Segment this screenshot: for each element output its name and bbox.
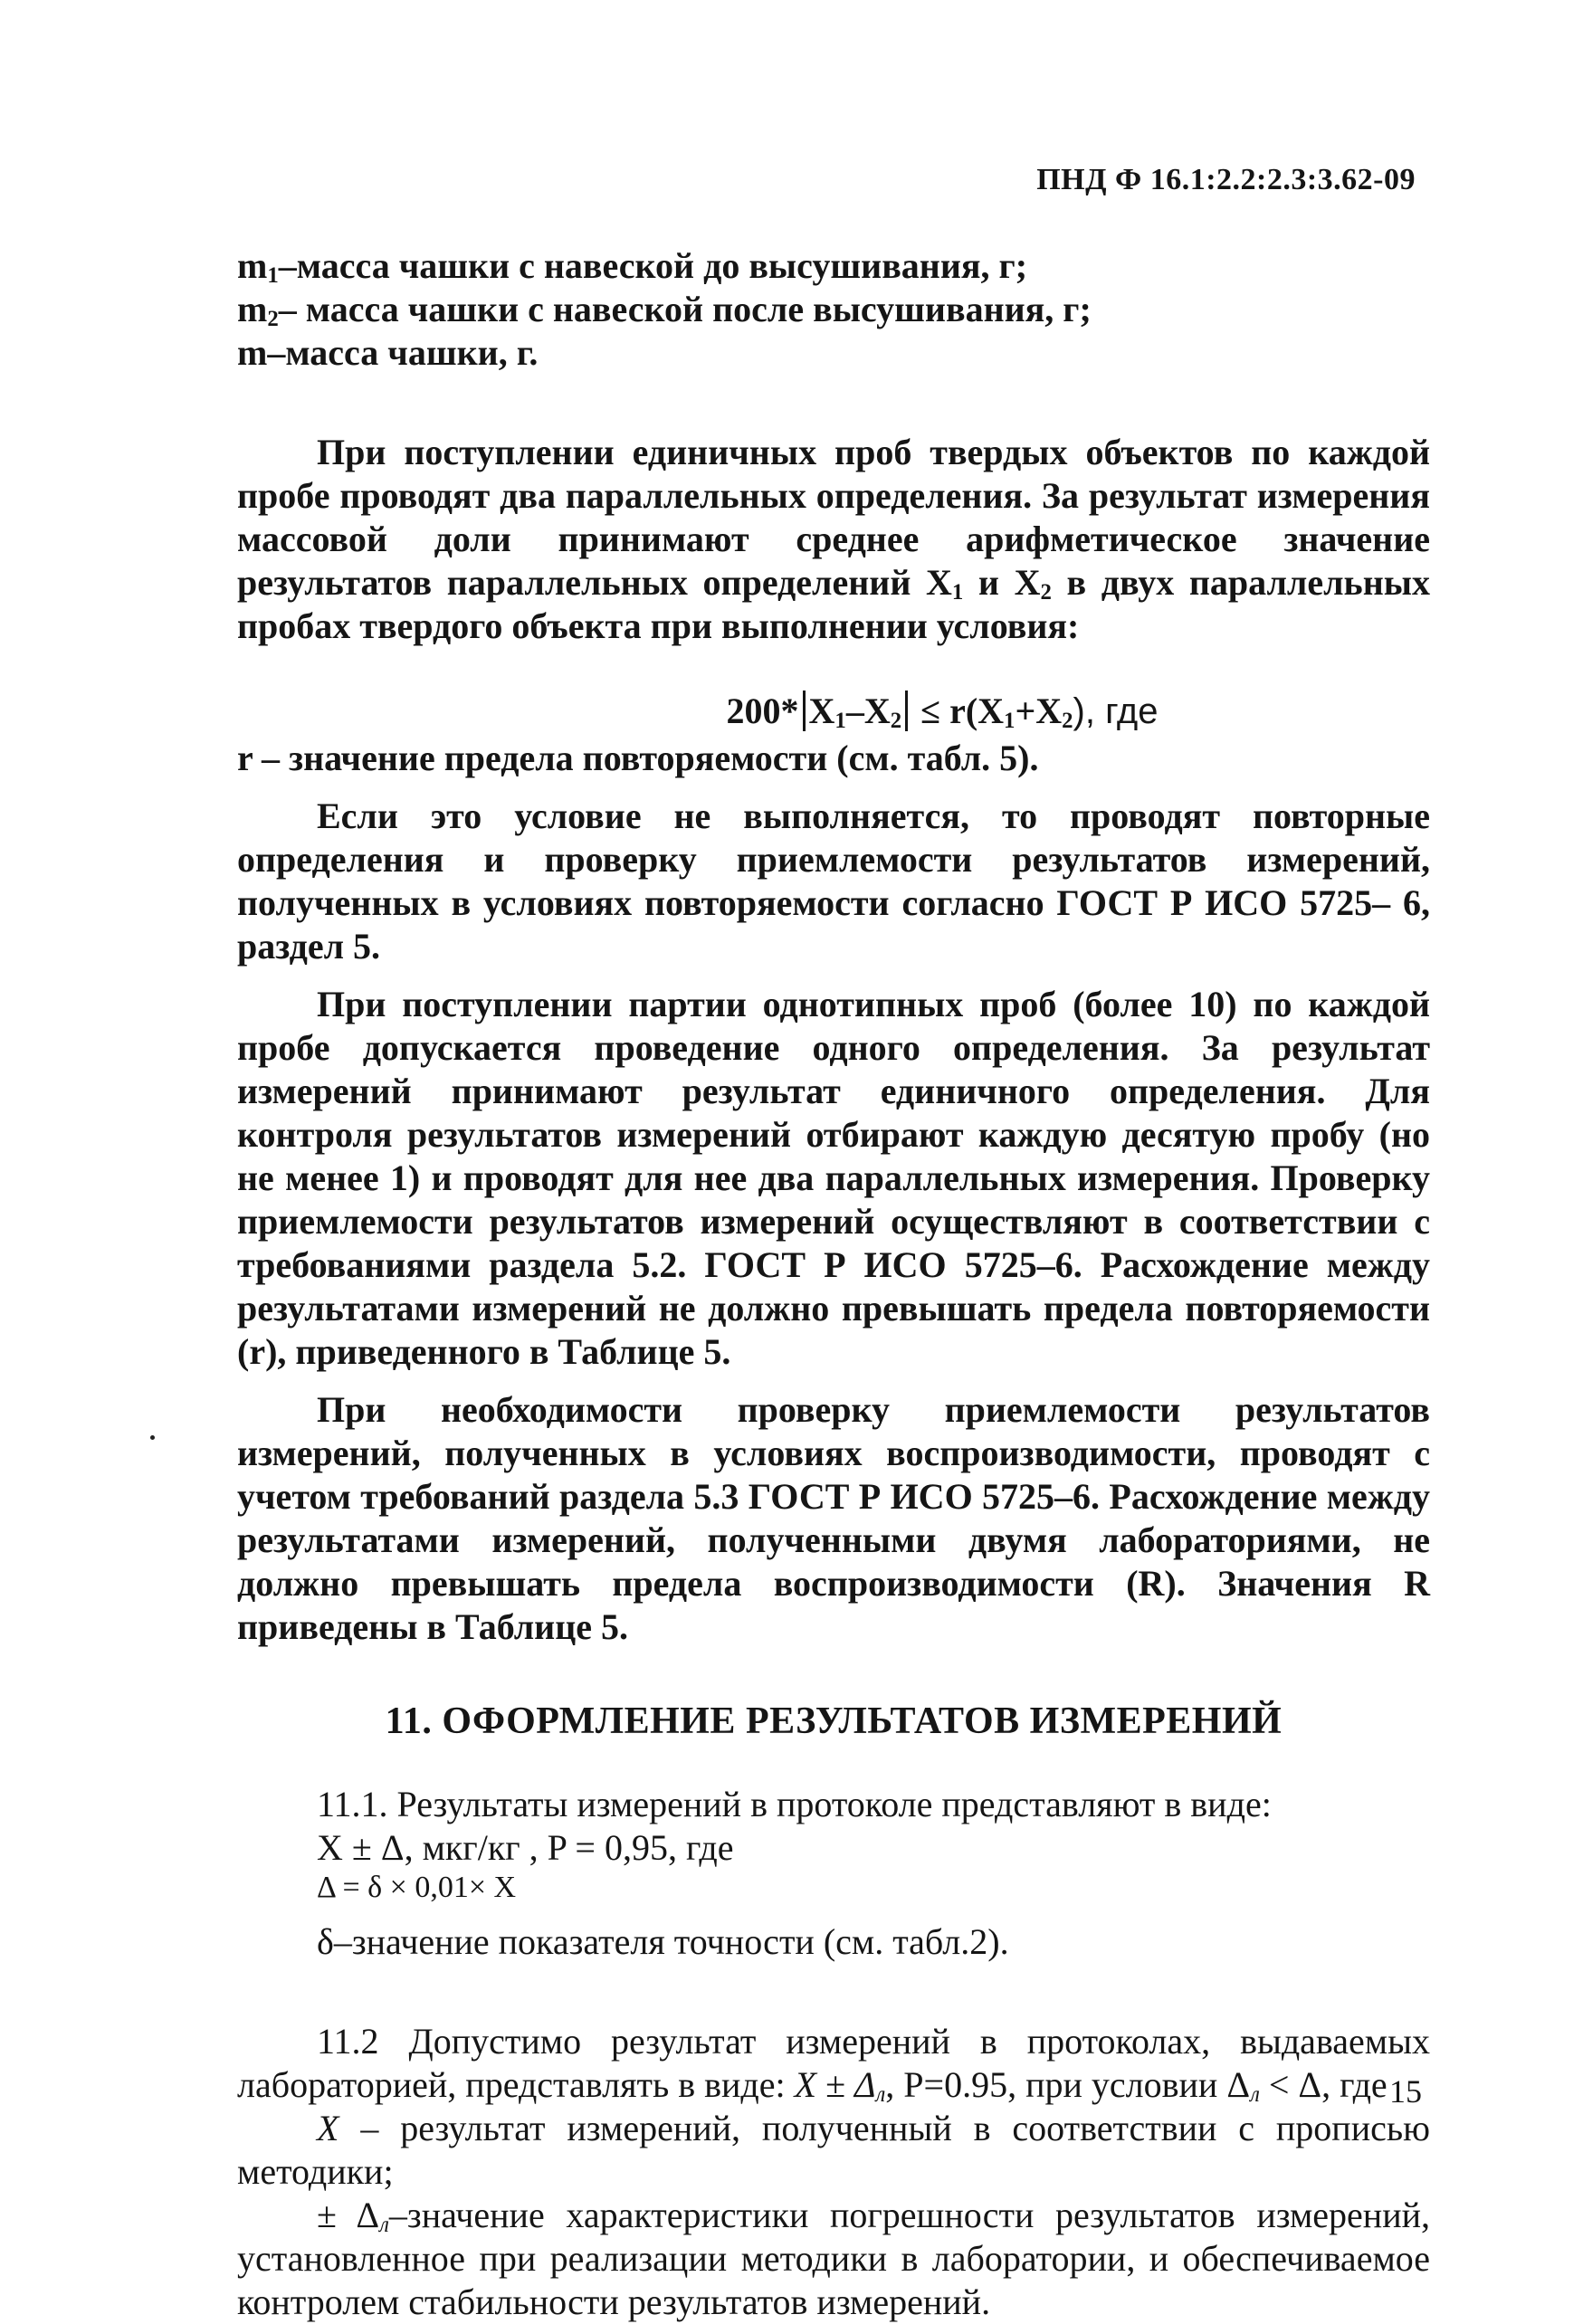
- absolute-difference: $X_1-X_2$: [803, 691, 909, 731]
- definition-text: –масса чашки с навеской до высушивания, г;: [278, 245, 1028, 286]
- paragraph-reproducibility: При необходимости проверку приемлемости результатов измерений, полученных в условиях воспроизводимости, проводят с учетом требований раздела 5.3 ГОСТ Р ИСО 5725–6. Расхождение между результатами измерений, полученными двумя лабораториями, не должно превышать предела воспроизводимости (R). Значения R приведены в Таблице 5.: [237, 1389, 1430, 1647]
- r-definition: r – значение предела повторяемости (см. табл. 5).: [237, 738, 1039, 778]
- definition-m2: [237, 288, 1430, 331]
- definition-subscript: 2: [267, 307, 279, 331]
- repeatability-formula: 200* $X_1-X_2 \le r(X_1+X_2)$, где: [726, 691, 1159, 733]
- section-title: 11. ОФОРМЛЕНИЕ РЕЗУЛЬТАТОВ ИЗМЕРЕНИЙ: [385, 1700, 1283, 1742]
- page-number: 15: [1389, 2073, 1422, 2110]
- definition-m1: [237, 244, 1430, 288]
- error-characteristic-definition: ± $\Delta_л$–значение характеристики погрешности результатов измерений, установленное при реализации методики в лаборатории, и обеспечиваемое контролем стабильности результатов измерений.: [237, 2195, 1431, 2322]
- definition-symbol: m: [237, 245, 268, 286]
- definition-m: [237, 331, 1430, 375]
- document-code: ПНД Ф 16.1:2.2:2.3:3.62-09: [1036, 163, 1416, 196]
- paragraph-repeat-check: Если это условие не выполняется, то проводят повторные определения и проверку приемлемости результатов измерений, полученных в условиях повторяемости согласно ГОСТ Р ИСО 5725– 6, раздел 5.: [237, 795, 1430, 967]
- margin-mark: [150, 1435, 155, 1440]
- x-definition: X – результат измерений, полученный в соответствии с прописью методики;: [237, 2108, 1430, 2192]
- page-body: [237, 244, 1430, 2324]
- clause-11-2: 11.2 Допустимо результат измерений в протоколах, выдаваемых лабораторией, представлять в виде: $X \pm \Delta_л$, P=0.95, при условии $\Delta_л < \Delta$, где: [237, 2021, 1430, 2107]
- definitions-list: [237, 244, 1430, 375]
- definition-subscript: 1: [267, 263, 279, 288]
- delta-definition: δ–значение показателя точности (см. табл.2).: [317, 1921, 1009, 1962]
- definition-symbol: m: [237, 289, 268, 329]
- definition-text: – масса чашки с навеской после высушивания, г;: [278, 289, 1092, 329]
- delta-formula: Δ = δ × 0,01× X: [317, 1871, 517, 1904]
- definition-symbol: m: [237, 332, 268, 373]
- definition-text: –масса чашки, г.: [267, 332, 539, 373]
- paragraph-single-samples: При поступлении единичных проб твердых объектов по каждой пробе проводят два параллельных определения. За результат измерения массовой доли принимают среднее арифметическое значение результатов параллельных определений $X_1$ и $X_2$ в двух параллельных пробах твердого объекта при выполнении условия:: [237, 432, 1430, 646]
- clause-11-1-intro: 11.1. Результаты измерений в протоколе представляют в виде:: [317, 1784, 1272, 1824]
- paragraph-batch-samples: При поступлении партии однотипных проб (более 10) по каждой пробе допускается проведение одного определения. За результат измерений принимают результат единичного определения. Для контроля результатов измерений отбирают каждую десятую пробу (но не менее 1) и проводят для нее два параллельных измерения. Проверку приемлемости результатов измерений осуществляют в соответствии с требованиями раздела 5.2. ГОСТ Р ИСО 5725–6. Расхождение между результатами измерений не должно превышать предела повторяемости (r), приведенного в Таблице 5.: [237, 984, 1430, 1372]
- clause-11-1-expression: X ± Δ, мкг/кг , P = 0,95, где: [317, 1827, 734, 1868]
